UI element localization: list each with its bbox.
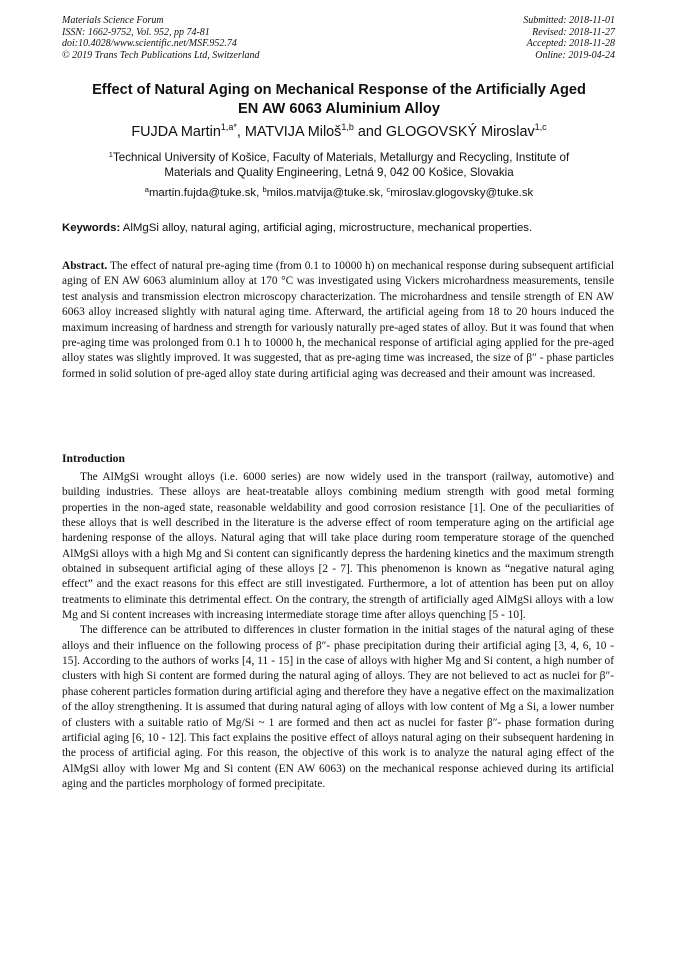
title-line-2: EN AW 6063 Aluminium Alloy: [238, 100, 440, 117]
paper-title: [40, 81, 638, 118]
abstract-text: The effect of natural pre-aging time (from 0.1 to 10000 h) on mechanical response during subsequent artificial aging of EN AW 6063 aluminium alloy at 170 °C was investigated using Vickers microhardness measurements, tensile test analysis and transmission electron microscopy characterization. The microhardness and tensile strength of EN AW 6063 alloy increased slightly with natural aging time. Afterward, the artificial ageing from 18 to 20 hours induced the maximum increasing of hardness and strength for variously naturally pre-aged states of alloy. But it was found that when pre-aging time was prolonged from 0.1 h to 10000 h, the mechanical response of artificial aging applied for the pre-aged alloy states was slightly improved. It was suggested, that as pre-aging time was increased, the size of β″ - phase particles formed in solid solution of pre-aged alloy state during artificial aging was decreased and their amount was increased.: [62, 260, 614, 380]
abstract-label: Abstract.: [62, 260, 108, 272]
author-affil-mark: 1,a*: [220, 122, 237, 132]
author-list: [20, 123, 658, 141]
introduction-paragraph-1: The AlMgSi wrought alloys (i.e. 6000 series) are now widely used in the transport (railway, automotive) and building industries. These alloys are heat-treatable alloys combining medium strength with good metal forming properties in the non-aged state, reasonable weldability and good corrosion resistance [1]. One of the peculiarities of these alloys that is well described in the literature is the adverse effect of room temperature aging on the artificial age hardening response of the alloys. Natural aging that will take place during room temperature storage of the quenched AlMgSi alloys with a high Mg and Si content can significantly depress the hardening kinetics and the maximum strength obtained in subsequent artificial aging of these alloys [2 - 7]. This phenomenon is known as “negative natural aging effect” and the exact reasons for this effect are still investigated. Furthermore, a lot of attention has been put on alloy treatments to eliminate this detrimental effect. On the contrary, the strength of artificially aged AlMgSi alloys with a low Mg and Si content increases with increasing intermediate storage time after alloys quenching [5 - 10].: [62, 471, 614, 622]
abstract: [62, 259, 614, 382]
issn-line: ISSN: 1662-9752, Vol. 952, pp 74-81: [62, 26, 210, 38]
author-separator: and: [353, 124, 386, 140]
affiliation-mark: 1: [108, 150, 113, 159]
accepted-date: Accepted: 2018-11-28: [526, 38, 615, 50]
email-list: $^a$martin.fujda@tuke.sk, $^b$milos.matvija@tuke.sk, $^c$miroslav.glogovsky@tuke.sk: [144, 185, 534, 199]
keywords-label: Keywords:: [62, 222, 121, 234]
author-affil-mark: 1,b: [341, 122, 354, 132]
affiliation: [60, 150, 618, 180]
doi-line: doi:10.4028/www.scientific.net/MSF.952.74: [62, 38, 237, 50]
journal-name: Materials Science Forum: [62, 15, 164, 26]
introduction-heading: Introduction: [62, 452, 125, 465]
author-name: GLOGOVSKÝ Miroslav: [385, 124, 535, 140]
keywords: [62, 221, 622, 236]
keywords-text: AlMgSi alloy, natural aging, artificial aging, microstructure, mechanical properties.: [120, 222, 533, 234]
author-separator: ,: [236, 124, 245, 140]
email-mark: b: [262, 185, 267, 194]
email-address: miroslav.glogovsky@tuke.sk: [390, 187, 534, 199]
affiliation-line-1: Technical University of Košice, Faculty of Materials, Metallurgy and Recycling, Institute of: [112, 151, 570, 164]
journal-info: [62, 15, 260, 61]
publication-dates: [523, 15, 615, 61]
copyright-line: © 2019 Trans Tech Publications Ltd, Switzerland: [62, 49, 260, 61]
title-line-1: Effect of Natural Aging on Mechanical Response of the Artificially Aged: [92, 82, 586, 98]
introduction-paragraph-2: The difference can be attributed to differences in cluster formation in the initial stages of the natural aging of these alloys and their influence on the following process of β″- phase precipitation during their artificial aging [3, 4, 6, 10 - 15]. According to the authors of works [4, 11 - 15] in the case of alloys with higher Mg and Si content, a high number of clusters with high Si content are formed during the natural aging of alloys. They are not believed to act as nuclei for β″-phase coherent particles formation during artificial aging and therefore they have a negative effect on the maximalization of the alloy strengthening. It is assumed that during natural aging of alloys with low content of Mg a Si, a lower number of clusters with a suitable ratio of Mg/Si ~ 1 are formed and then act as nuclei for faster β″- phase formation during artificial aging [6, 10 - 12]. This fact explains the positive effect of alloys natural aging on their subsequent hardening in the process of artificial aging. For this reason, the objective of this work is to analyze the natural aging effect of the AlMgSi alloy with lower Mg and Si content (EN AW 6063) on the mechanical response achieved during its artificial aging and the particles morphology of formed precipitate.: [62, 624, 615, 790]
author-name: MATVIJA Miloš: [244, 124, 342, 140]
author-name: FUJDA Martin: [131, 124, 221, 140]
author-affil-mark: 1,c: [534, 122, 547, 132]
online-date: Online: 2019-04-24: [535, 49, 615, 61]
email-mark: c: [386, 185, 391, 194]
affiliation-line-2: Materials and Quality Engineering, Letná 9, 042 00 Košice, Slovakia: [164, 166, 514, 179]
email-mark: a: [144, 185, 149, 194]
revised-date: Revised: 2018-11-27: [532, 26, 615, 38]
introduction-body: [62, 470, 614, 792]
email-address: martin.fujda@tuke.sk: [148, 187, 257, 199]
submitted-date: Submitted: 2018-11-01: [523, 15, 615, 26]
email-address: milos.matvija@tuke.sk: [266, 187, 381, 199]
